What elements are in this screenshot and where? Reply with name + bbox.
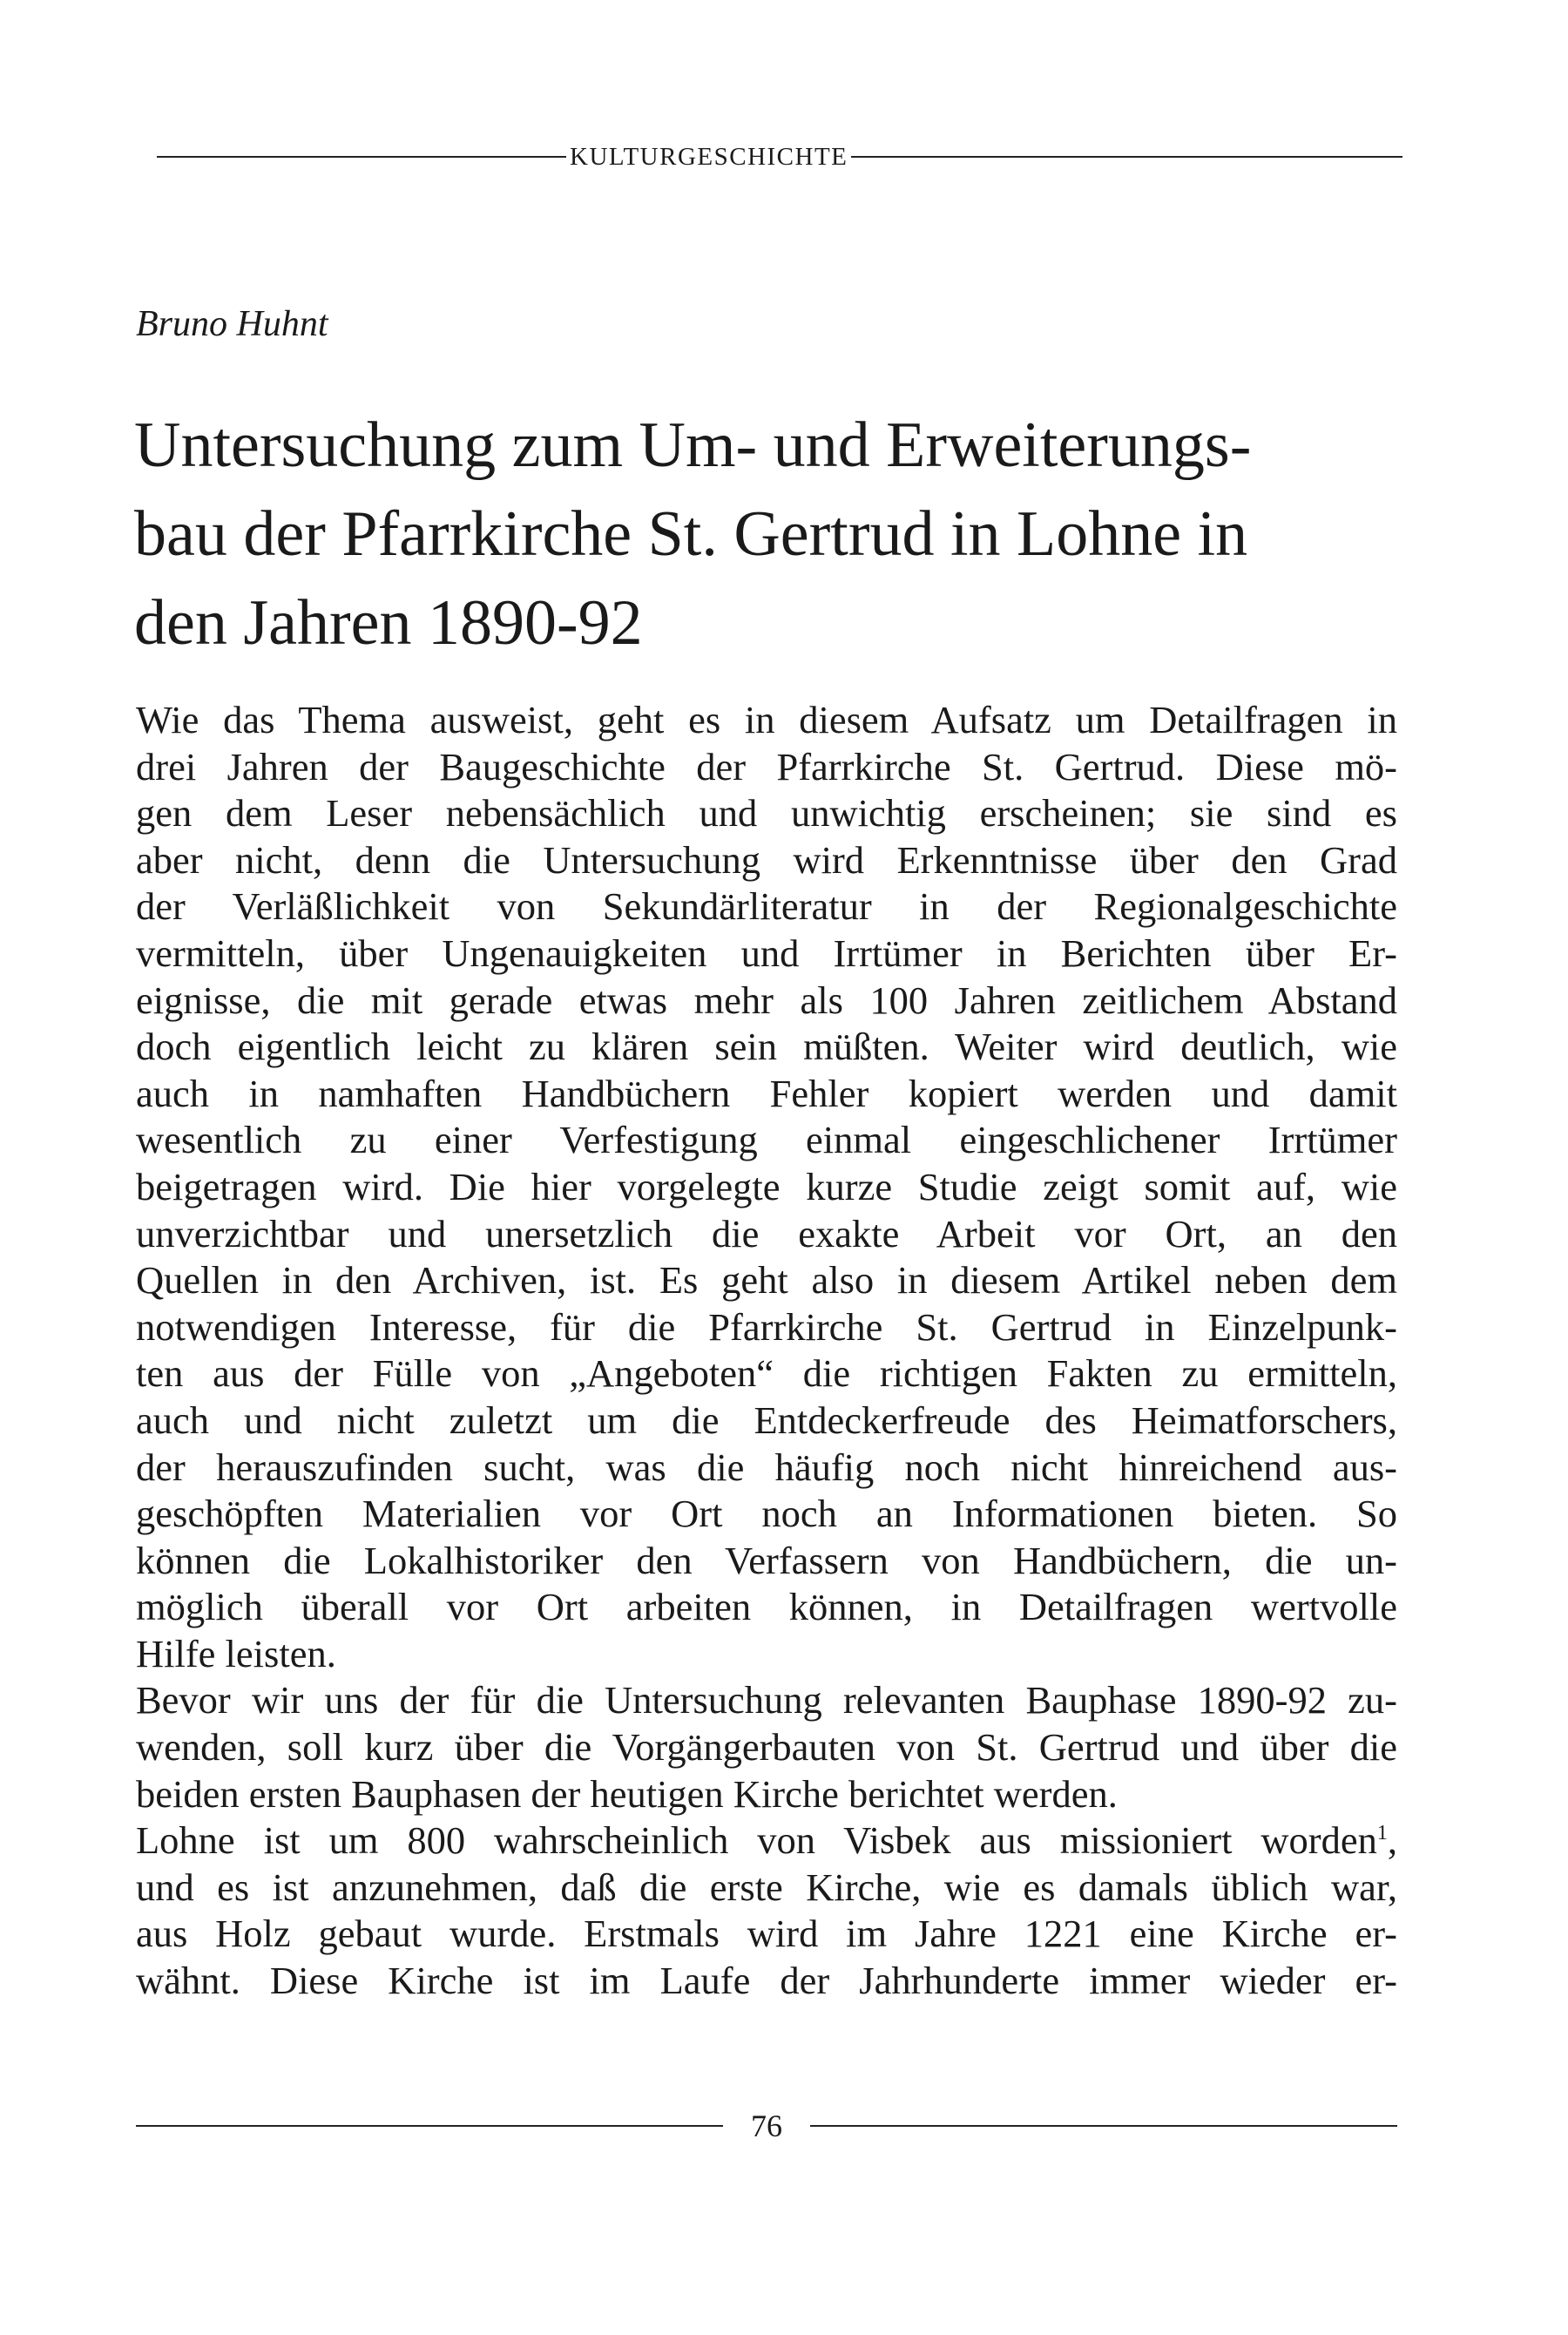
body-line: der herauszufinden sucht, was die häufig noch nicht hinreichend aus- — [136, 1445, 1397, 1489]
body-line: wähnt. Diese Kirche ist im Laufe der Jahrhunderte immer wieder er- — [136, 1959, 1397, 2003]
article-body — [136, 697, 1397, 2005]
body-line: unverzichtbar und unersetzlich die exakte Arbeit vor Ort, an den — [136, 1211, 1397, 1255]
body-line: auch in namhaften Handbüchern Fehler kopiert werden und damit — [136, 1071, 1397, 1115]
body-line: wesentlich zu einer Verfestigung einmal eingeschlichener Irrtümer — [136, 1118, 1397, 1162]
footer-rule-left — [136, 2125, 723, 2127]
page-footer — [136, 2100, 1397, 2152]
body-line: Bevor wir uns der für die Untersuchung relevanten Bauphase 1890-92 zu- — [136, 1678, 1397, 1722]
body-line: und es ist anzunehmen, daß die erste Kirche, wie es damals üblich war, — [136, 1865, 1397, 1909]
footer-rule-right — [810, 2125, 1397, 2127]
footnote-punctuation: , — [1387, 1818, 1397, 1863]
body-line: auch und nicht zuletzt um die Entdeckerfreude des Heimatforschers, — [136, 1398, 1397, 1442]
body-line: doch eigentlich leicht zu klären sein müßten. Weiter wird deutlich, wie — [136, 1025, 1397, 1069]
body-line: Hilfe leisten. — [136, 1631, 336, 1675]
footnote-marker: 1 — [1376, 1822, 1388, 1845]
body-line: drei Jahren der Baugeschichte der Pfarrkirche St. Gertrud. Diese mö- — [136, 744, 1397, 788]
body-line: möglich überall vor Ort arbeiten können, in Detailfragen wertvolle — [136, 1585, 1397, 1629]
header-rule-left — [157, 156, 566, 158]
header-rule-right — [851, 156, 1402, 158]
body-line: aus Holz gebaut wurde. Erstmals wird im Jahre 1221 eine Kirche er- — [136, 1912, 1397, 1956]
body-line: notwendigen Interesse, für die Pfarrkirche St. Gertrud in Einzelpunk- — [136, 1304, 1397, 1349]
body-line: geschöpften Materialien vor Ort noch an Informationen bieten. So — [136, 1492, 1397, 1536]
article-title — [134, 401, 1406, 667]
body-line: Wie das Thema ausweist, geht es in diesem Aufsatz um Detailfragen in — [136, 698, 1397, 741]
body-line-text: Lohne ist um 800 wahrscheinlich von Visbek aus missioniert worden — [136, 1818, 1377, 1863]
body-line: vermitteln, über Ungenauigkeiten und Irrtümer in Berichten über Er- — [136, 931, 1397, 975]
body-line: wenden, soll kurz über die Vorgängerbauten von St. Gertrud und über die — [136, 1725, 1397, 1770]
title-line: Untersuchung zum Um- und Erweiterungs- — [134, 409, 1252, 481]
body-line: beiden ersten Bauphasen der heutigen Kirche berichtet werden. — [136, 1771, 1118, 1816]
body-line: können die Lokalhistoriker den Verfassern von Handbüchern, die un- — [136, 1538, 1397, 1582]
body-line-with-footnote — [136, 1817, 1397, 1865]
body-line: beigetragen wird. Die hier vorgelegte kurze Studie zeigt somit auf, wie — [136, 1164, 1397, 1208]
body-line: der Verläßlichkeit von Sekundärliteratur in der Regionalgeschichte — [136, 884, 1397, 929]
section-label: KULTURGESCHICHTE — [570, 142, 848, 171]
title-line: bau der Pfarrkirche St. Gertrud in Lohne in — [134, 498, 1248, 570]
running-header — [157, 131, 1402, 183]
body-line: eignisse, die mit gerade etwas mehr als 100 Jahren zeitlichem Abstand — [136, 978, 1397, 1022]
page-number: 76 — [751, 2108, 782, 2143]
body-line: ten aus der Fülle von „Angeboten“ die richtigen Fakten zu ermitteln, — [136, 1351, 1397, 1396]
body-line: gen dem Leser nebensächlich und unwichtig erscheinen; sie sind es — [136, 791, 1397, 836]
title-line: den Jahren 1890-92 — [134, 587, 643, 659]
body-line: aber nicht, denn die Untersuchung wird Erkenntnisse über den Grad — [136, 837, 1397, 882]
body-line: Quellen in den Archiven, ist. Es geht also in diesem Artikel neben dem — [136, 1258, 1397, 1303]
author-name: Bruno Huhnt — [136, 304, 328, 344]
